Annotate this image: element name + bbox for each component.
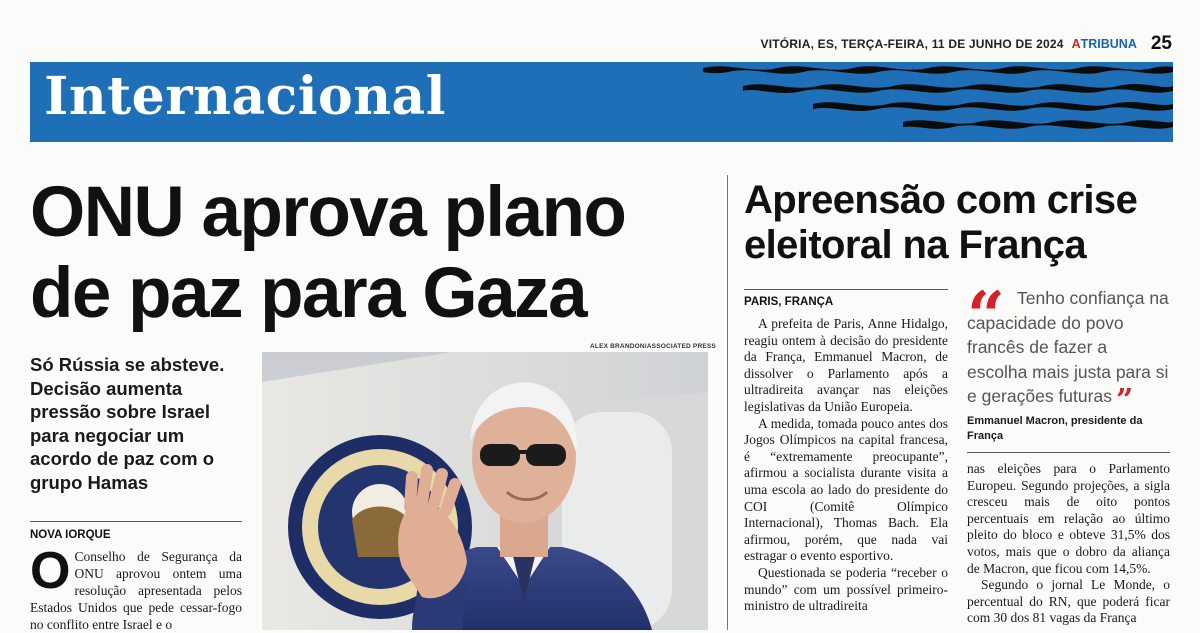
- section-title: Internacional: [44, 66, 446, 127]
- divider: [744, 289, 948, 290]
- page-header: [761, 33, 1173, 55]
- main-headline: ONU aprova plano de paz para Gaza: [30, 173, 626, 333]
- pull-quote: [967, 277, 1170, 418]
- dateline-place: NOVA IORQUE: [30, 529, 111, 541]
- logo-letter-a: A: [1071, 37, 1081, 51]
- section-banner: [30, 62, 1173, 142]
- paragraph: nas eleições para o Parlamento Europeu. Segundo projeções, a sigla cresceu mais de oito pontos percentuais em relação ao último pleito do bloco e obteve 31,5% dos votos, mais que o dobro da aliança de Macron, que ficou com 14,5%.: [967, 461, 1170, 576]
- photo-illustration: [262, 352, 708, 630]
- quote-content: Tenho confiança na capacidade do povo francês de fazer a escolha mais justa para si e gerações futuras: [967, 288, 1169, 406]
- paragraph: A prefeita de Paris, Anne Hidalgo, reagiu ontem à decisão do presidente da França, Emmanuel Macron, de dissolver o Parlamento após a ultradireita avançar nas eleições legislativas da União Europeia.: [744, 316, 948, 414]
- article-text: Conselho de Segurança da ONU aprovou ontem uma resolução apresentada pelos Estados Unidos que pede cessar-fogo no conflito entre Israel e o: [30, 549, 242, 632]
- paragraph: A medida, tomada pouco antes dos Jogos Olímpicos na capital francesa, é “extremamente preocupante”, afirmou a socialista durante visita a uma escola ao lado do presidente do COI (Comitê Olímpico Internacional), Thomas Bach. Ela afirmou, porém, que nada vai estragar o evento esportivo.: [744, 415, 948, 564]
- drop-cap: O: [30, 542, 71, 600]
- logo-word: TRIBUNA: [1080, 37, 1137, 51]
- subheadline: Só Rússia se absteve. Decisão aumenta pressão sobre Israel para negociar um acordo de paz com o grupo Hamas: [30, 354, 225, 493]
- dateline-place: PARIS, FRANÇA: [744, 296, 834, 308]
- divider: [30, 521, 242, 522]
- news-photo: [262, 352, 708, 630]
- newspaper-logo: [1072, 37, 1137, 51]
- quote-attribution: Emmanuel Macron, presidente da França: [967, 415, 1143, 442]
- paragraph: Segundo o jornal Le Monde, o percentual do RN, que poderá ficar com 30 dos 81 vagas da França: [967, 577, 1170, 626]
- paragraph: Questionada se poderia “receber o mundo” com um possível primeiro-ministro de ultradireita: [744, 564, 948, 614]
- open-quote-icon: “: [967, 277, 1005, 355]
- article-body-column: [967, 461, 1170, 627]
- photo-credit: ALEX BRANDON/ASSOCIATED PRESS: [590, 343, 716, 350]
- close-quote-icon: ”: [1115, 383, 1134, 418]
- article-body: [30, 542, 242, 633]
- article-body-column: [744, 316, 948, 615]
- wave-pattern-icon: [703, 62, 1173, 142]
- divider: [967, 452, 1170, 453]
- secondary-headline: Apreensão com crise eleitoral na França: [744, 178, 1138, 267]
- page-number: 25: [1150, 33, 1172, 54]
- dateline: VITÓRIA, ES, TERÇA-FEIRA, 11 DE JUNHO DE 2024: [760, 37, 1064, 51]
- column-divider: [727, 175, 728, 630]
